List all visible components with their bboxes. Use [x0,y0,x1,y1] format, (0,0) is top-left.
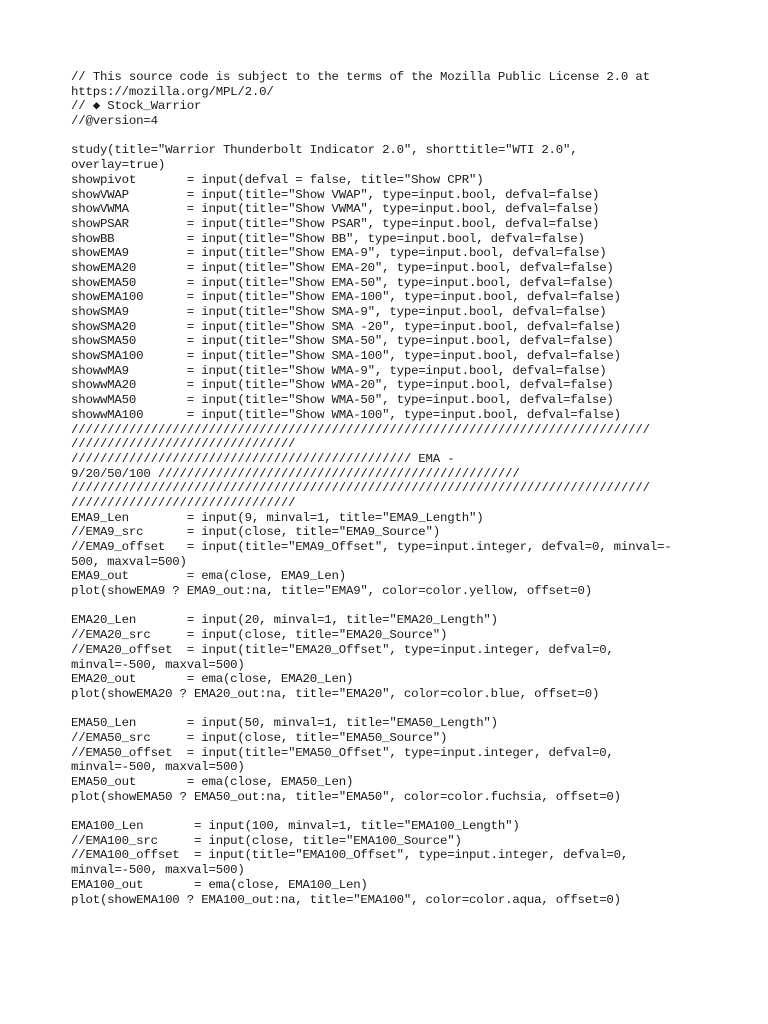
code-line: https://mozilla.org/MPL/2.0/ [71,84,274,99]
code-line: //EMA20_src = input(close, title="EMA20_Source") [71,628,448,643]
code-line: EMA9_out = ema(close, EMA9_Len) [71,569,346,584]
blank-line [71,804,711,819]
code-line: EMA50_out = ema(close, EMA50_Len) [71,775,354,789]
code-line: //EMA9_src = input(close, title="EMA9_Source") [71,525,441,540]
code-document [71,70,711,907]
code-line: showSMA100 = input(title="Show SMA-100", type=input.bool, defval=false) [71,349,621,364]
code-line: showVWAP = input(title="Show VWAP", type=input.bool, defval=false) [71,187,600,202]
code-line: /////////////////////////////// [71,495,296,510]
code-line: showSMA50 = input(title="Show SMA-50", type=input.bool, defval=false) [71,334,614,349]
code-line: //EMA100_offset = input(title="EMA100_Offset", type=input.integer, defval=0, [71,848,629,863]
code-line: showpivot = input(defval = false, title="Show CPR") [71,172,484,187]
code-line: study(title="Warrior Thunderbolt Indicator 2.0", shorttitle="WTI 2.0", [71,143,578,158]
code-line: showwMA50 = input(title="Show WMA-50", type=input.bool, defval=false) [71,393,614,408]
code-line: // ◆ Stock_Warrior [71,99,202,114]
code-line: showwMA9 = input(title="Show WMA-9", type=input.bool, defval=false) [71,363,607,378]
code-line: plot(showEMA50 ? EMA50_out:na, title="EMA50", color=color.fuchsia, offset=0) [71,789,621,804]
code-line: showVWMA = input(title="Show VWMA", type=input.bool, defval=false) [71,202,600,217]
code-line: showEMA9 = input(title="Show EMA-9", type=input.bool, defval=false) [71,246,607,261]
code-line: //EMA100_src = input(close, title="EMA100_Source") [71,833,462,848]
code-line: showwMA20 = input(title="Show WMA-20", type=input.bool, defval=false) [71,378,614,393]
code-line: /////////////////////////////// [71,437,296,452]
code-line: /////////////////////////////////////////////// EMA - [71,451,455,466]
code-line: // This source code is subject to the terms of the Mozilla Public License 2.0 at [71,70,650,84]
code-line: plot(showEMA9 ? EMA9_out:na, title="EMA9", color=color.yellow, offset=0) [71,584,592,599]
code-line: EMA100_Len = input(100, minval=1, title="EMA100_Length") [71,819,520,834]
code-line: EMA50_Len = input(50, minval=1, title="EMA50_Length") [71,716,498,731]
code-line: EMA100_out = ema(close, EMA100_Len) [71,877,368,892]
blank-line [71,702,711,717]
code-line: //EMA50_offset = input(title="EMA50_Offset", type=input.integer, defval=0, [71,745,614,760]
code-line: EMA20_out = ema(close, EMA20_Len) [71,672,354,687]
code-line: //EMA20_offset = input(title="EMA20_Offset", type=input.integer, defval=0, [71,642,614,657]
code-line: EMA20_Len = input(20, minval=1, title="EMA20_Length") [71,613,498,628]
code-line: plot(showEMA20 ? EMA20_out:na, title="EMA20", color=color.blue, offset=0) [71,686,600,701]
code-line: //EMA50_src = input(close, title="EMA50_Source") [71,730,448,745]
code-line: showEMA100 = input(title="Show EMA-100", type=input.bool, defval=false) [71,290,621,305]
blank-line [71,599,711,614]
code-line: showSMA20 = input(title="Show SMA -20", type=input.bool, defval=false) [71,319,621,334]
code-line: //////////////////////////////////////////////////////////////////////////////// [71,422,650,437]
code-line: showSMA9 = input(title="Show SMA-9", type=input.bool, defval=false) [71,305,607,319]
code-line: 500, maxval=500) [71,554,187,569]
blank-line [71,129,711,144]
code-line: minval=-500, maxval=500) [71,760,245,775]
code-line: showEMA50 = input(title="Show EMA-50", type=input.bool, defval=false) [71,275,614,290]
code-line: //////////////////////////////////////////////////////////////////////////////// [71,481,650,496]
code-line: showPSAR = input(title="Show PSAR", type=input.bool, defval=false) [71,216,600,231]
code-line: minval=-500, maxval=500) [71,863,245,878]
code-line: minval=-500, maxval=500) [71,657,245,672]
code-line: 9/20/50/100 ////////////////////////////////////////////////// [71,466,520,481]
code-block [71,70,711,907]
code-line: //EMA9_offset = input(title="EMA9_Offset", type=input.integer, defval=0, minval=- [71,540,672,554]
code-line: EMA9_Len = input(9, minval=1, title="EMA9_Length") [71,510,484,525]
code-line: showBB = input(title="Show BB", type=input.bool, defval=false) [71,231,585,246]
code-line: overlay=true) [71,158,166,173]
code-line: showEMA20 = input(title="Show EMA-20", type=input.bool, defval=false) [71,260,614,275]
code-line: showwMA100 = input(title="Show WMA-100", type=input.bool, defval=false) [71,407,621,422]
code-line: plot(showEMA100 ? EMA100_out:na, title="EMA100", color=color.aqua, offset=0) [71,892,621,907]
code-line: //@version=4 [71,114,158,129]
